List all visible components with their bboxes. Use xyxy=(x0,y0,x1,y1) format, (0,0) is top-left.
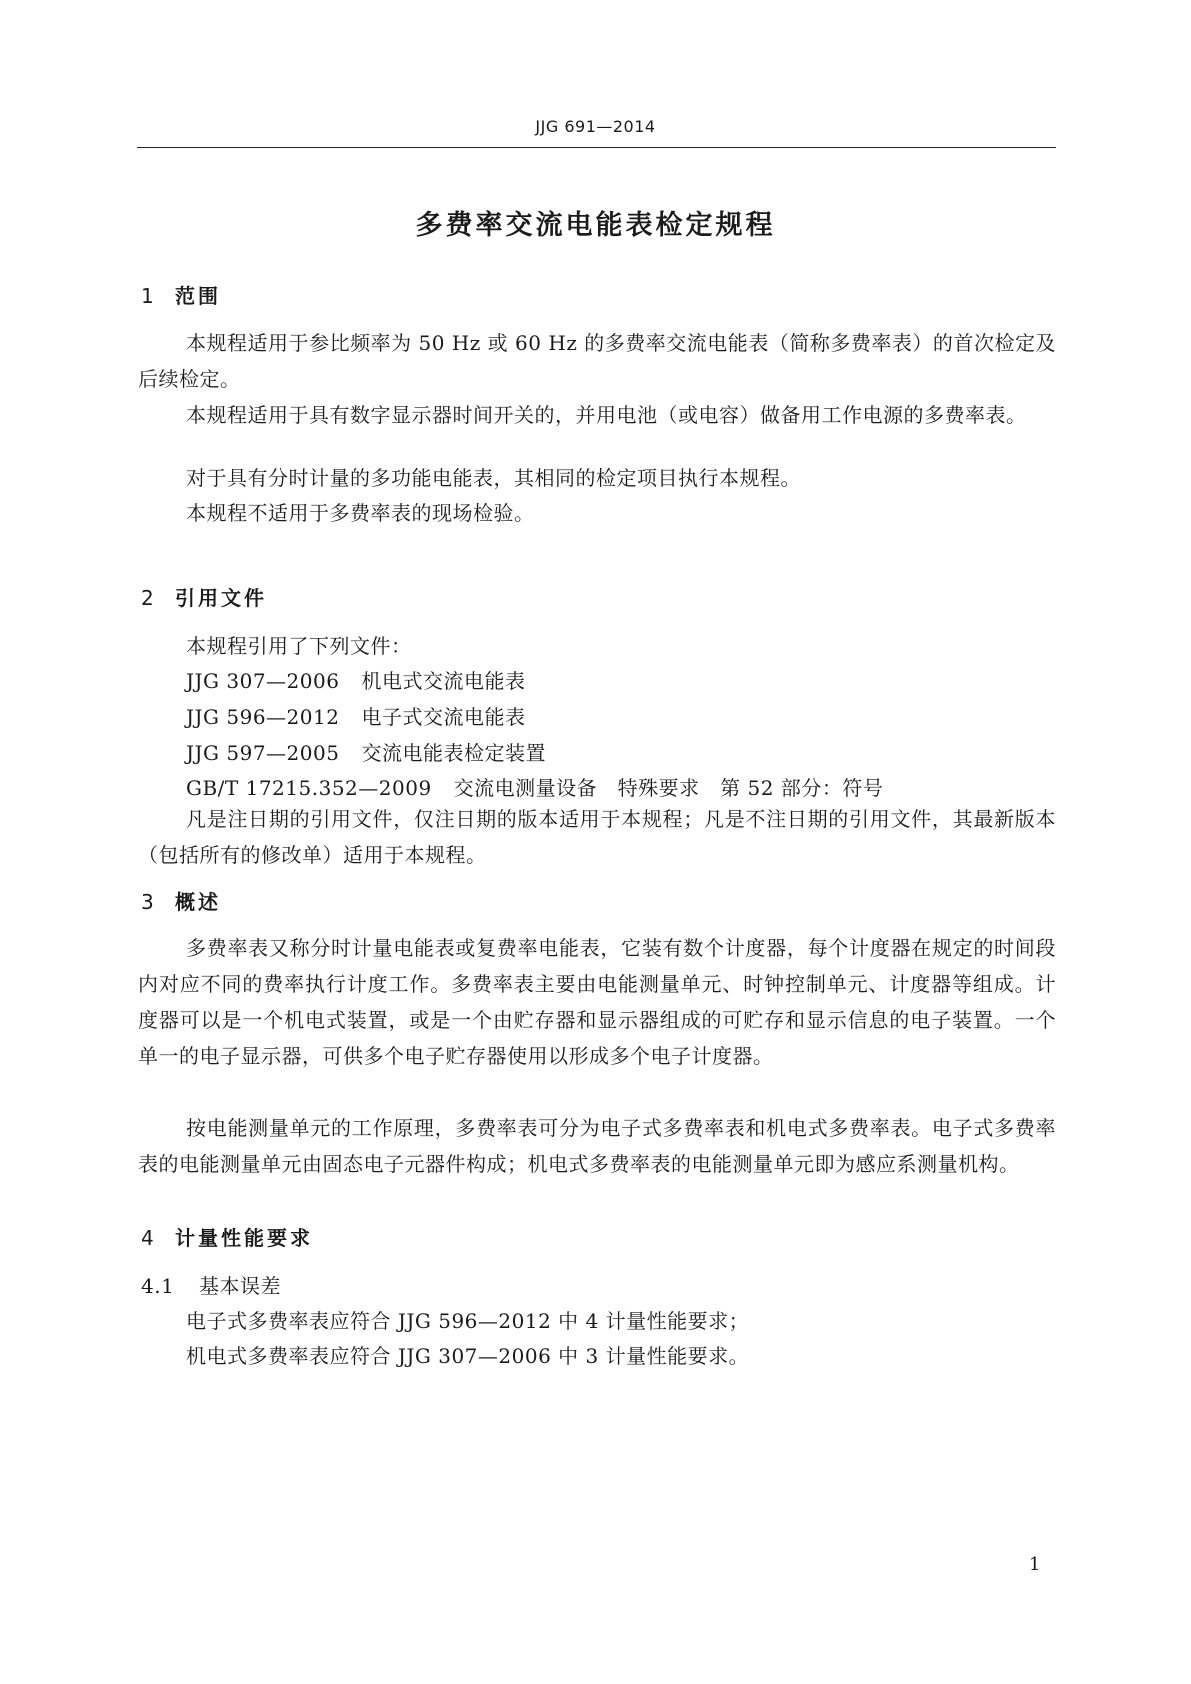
reference-code: JJG 596—2012 xyxy=(186,705,340,729)
document-title: 多费率交流电能表检定规程 xyxy=(415,210,776,241)
section-3-heading xyxy=(141,886,221,915)
reference-item xyxy=(186,772,883,801)
requirement-line: 机电式多费率表应符合 JJG 307—2006 中 3 计量性能要求。 xyxy=(186,1344,750,1368)
reference-item xyxy=(186,737,546,766)
section-2-heading xyxy=(141,582,267,611)
reference-title: 交流电能表检定装置 xyxy=(361,741,546,765)
page-number: 1 xyxy=(1029,1554,1041,1575)
section-number: 1 xyxy=(141,284,157,308)
running-header: JJG 691—2014 xyxy=(535,117,656,136)
paragraph: 按电能测量单元的工作原理，多费率表可分为电子式多费率表和机电式多费率表。电子式多费率表的电能测量单元由固态电子元器件构成；机电式多费率表的电能测量单元即为感应系测量机构。 xyxy=(138,1116,1056,1176)
reference-code: JJG 307—2006 xyxy=(186,669,340,693)
subsection-number: 4.1 xyxy=(141,1274,175,1298)
section-title: 引用文件 xyxy=(175,586,267,610)
header-rule xyxy=(137,147,1056,148)
paragraph: 多费率表又称分时计量电能表或复费率电能表，它装有数个计度器，每个计度器在规定的时间段内对应不同的费率执行计度工作。多费率表主要由电能测量单元、时钟控制单元、计度器等组成。计度器可以是一个机电式装置，或是一个由贮存器和显示器组成的可贮存和显示信息的电子装置。一个单一的电子显示器，可供多个电子贮存器使用以形成多个电子计度器。 xyxy=(138,936,1056,1068)
paragraph: 本规程适用于具有数字显示器时间开关的，并用电池（或电容）做备用工作电源的多费率表。 xyxy=(186,403,1027,427)
section-4-heading xyxy=(141,1222,313,1251)
section-number: 4 xyxy=(141,1226,157,1250)
reference-code: GB/T 17215.352—2009 xyxy=(186,776,432,800)
reference-title: 电子式交流电能表 xyxy=(361,705,526,729)
paragraph: 凡是注日期的引用文件，仅注日期的版本适用于本规程；凡是不注日期的引用文件，其最新版本（包括所有的修改单）适用于本规程。 xyxy=(138,807,1056,867)
paragraph: 对于具有分时计量的多功能电能表，其相同的检定项目执行本规程。 xyxy=(186,466,801,490)
section-1-heading xyxy=(141,280,221,309)
section-title: 范围 xyxy=(175,284,221,308)
reference-item xyxy=(186,665,525,694)
reference-code: JJG 597—2005 xyxy=(186,741,340,765)
requirement-line: 电子式多费率表应符合 JJG 596—2012 中 4 计量性能要求； xyxy=(186,1309,750,1333)
subsection-4-1-heading xyxy=(141,1270,281,1299)
reference-intro: 本规程引用了下列文件： xyxy=(186,634,412,658)
reference-title: 机电式交流电能表 xyxy=(361,669,526,693)
reference-item xyxy=(186,701,525,730)
paragraph: 本规程适用于参比频率为 50 Hz 或 60 Hz 的多费率交流电能表（简称多费率表）的首次检定及后续检定。 xyxy=(138,331,1056,391)
section-number: 3 xyxy=(141,890,157,914)
subsection-title: 基本误差 xyxy=(199,1274,281,1298)
reference-title: 交流电测量设备 特殊要求 第 52 部分：符号 xyxy=(453,776,884,800)
section-number: 2 xyxy=(141,586,157,610)
section-title: 计量性能要求 xyxy=(175,1226,313,1250)
section-title: 概述 xyxy=(175,890,221,914)
paragraph: 本规程不适用于多费率表的现场检验。 xyxy=(186,501,535,525)
